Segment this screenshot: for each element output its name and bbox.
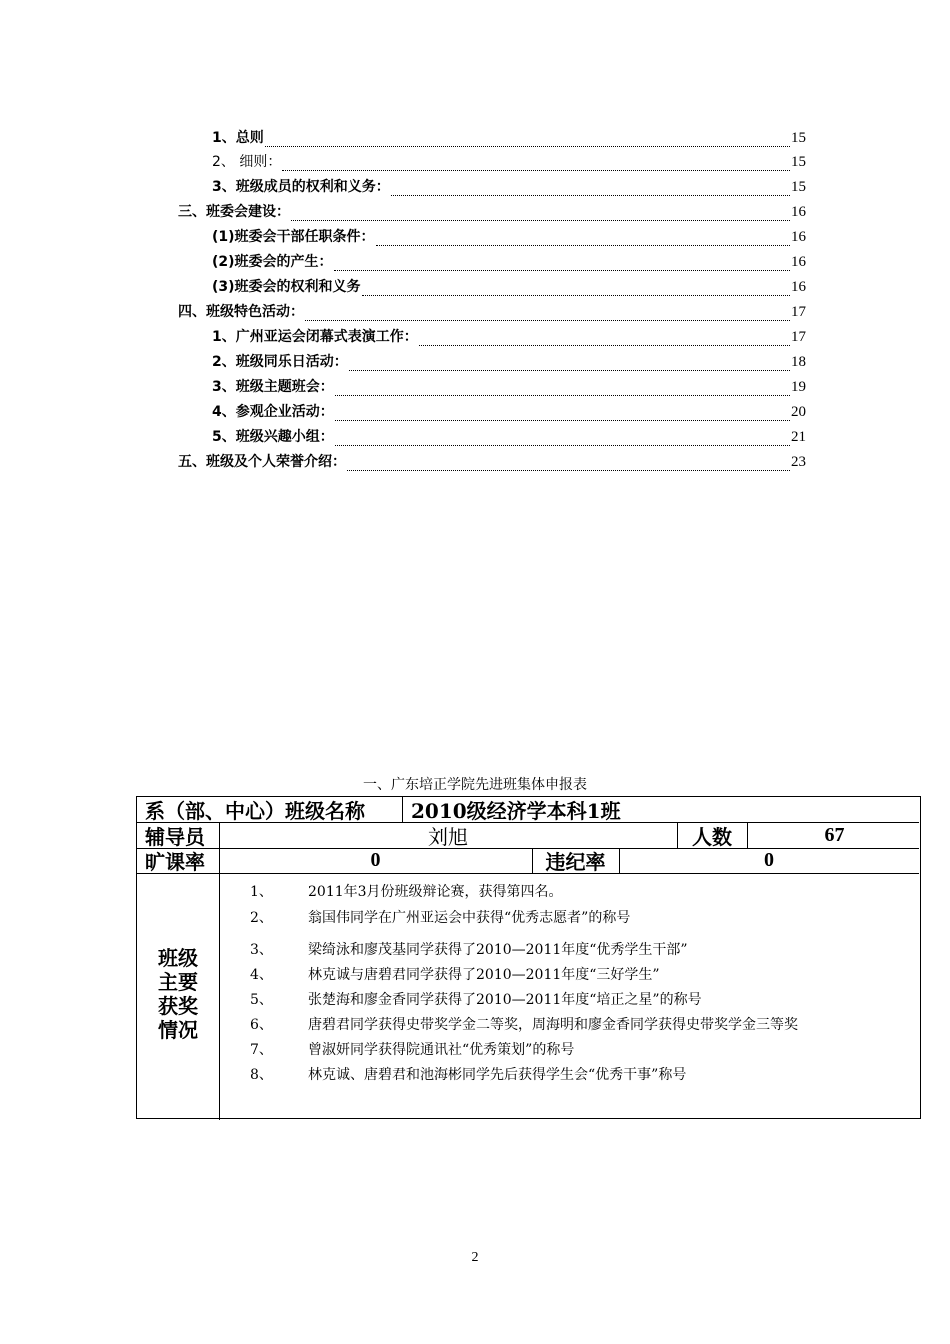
toc-entry-title: (3)班委会的权利和义务 (212, 279, 361, 295)
list-item: 7、 曾淑妍同学获得院通讯社“优秀策划”的称号 (250, 1042, 575, 1058)
toc-entry-page: 16 (791, 279, 806, 295)
toc-entry[interactable] (178, 302, 806, 322)
toc-entry[interactable] (212, 402, 806, 422)
violation-rate-label: 违纪率 (545, 850, 606, 874)
toc-entry[interactable] (212, 227, 806, 247)
toc-entry[interactable] (212, 327, 806, 347)
toc-entry-page: 21 (791, 429, 806, 445)
toc-entry-page: 17 (791, 304, 806, 320)
toc-entry[interactable] (212, 377, 806, 397)
toc-entry[interactable] (212, 152, 806, 172)
toc-leader (349, 358, 790, 371)
row-divider (137, 873, 919, 874)
list-item: 8、 林克诚、唐碧君和池海彬同学先后获得学生会“优秀干事”称号 (250, 1067, 687, 1083)
toc-entry-title: 1、广州亚运会闭幕式表演工作： (212, 329, 418, 345)
list-item: 4、 林克诚与唐碧君同学获得了2010—2011年度“三好学生” (250, 967, 660, 983)
toc-leader (282, 158, 790, 171)
toc-leader (419, 333, 790, 346)
toc-entry-page: 15 (791, 154, 806, 170)
toc-entry[interactable] (212, 277, 806, 297)
toc-entry-title: (2)班委会的产生： (212, 254, 333, 270)
toc-entry-page: 16 (791, 254, 806, 270)
toc-entry-title: 3、班级主题班会： (212, 379, 334, 395)
toc-leader (335, 383, 790, 396)
toc-entry-page: 18 (791, 354, 806, 370)
list-item: 6、 唐碧君同学获得史带奖学金二等奖，周海明和廖金香同学获得史带奖学金三等奖 (250, 1017, 798, 1033)
counselor-value[interactable]: 刘旭 (428, 824, 468, 849)
toc-entry-page: 16 (791, 204, 806, 220)
toc-entry-page: 17 (791, 329, 806, 345)
toc-leader (347, 458, 790, 471)
toc-entry-page: 23 (791, 454, 806, 470)
toc-leader (335, 433, 790, 446)
toc-entry-title: 3、班级成员的权利和义务： (212, 179, 390, 195)
list-item: 2、 翁国伟同学在广州亚运会中获得“优秀志愿者”的称号 (250, 910, 631, 926)
toc-leader (334, 258, 790, 271)
toc-entry-title: 5、班级兴趣小组： (212, 429, 334, 445)
toc-entry-title: 四、班级特色活动： (178, 304, 304, 320)
toc-entry[interactable] (212, 177, 806, 197)
absence-rate-value[interactable]: 0 (370, 849, 381, 871)
toc-entry-title: 2、 细则： (212, 154, 282, 170)
page-number: 2 (471, 1250, 479, 1265)
toc-entry-title: 2、班级同乐日活动： (212, 354, 348, 370)
col-divider (402, 797, 403, 822)
form-title: 一、广东培正学院先进班集体申报表 (363, 777, 587, 793)
toc-entry-page: 15 (791, 130, 806, 146)
class-name-value[interactable]: 2010级经济学本科1班 (411, 799, 621, 823)
toc-entry-page: 19 (791, 379, 806, 395)
class-name-label: 系（部、中心）班级名称 (145, 799, 365, 823)
toc-entry[interactable] (212, 252, 806, 272)
list-item: 3、 梁绮泳和廖茂基同学获得了2010—2011年度“优秀学生干部” (250, 942, 688, 958)
toc-entry-title: 1、总则 (212, 130, 264, 146)
counselor-label: 辅导员 (145, 824, 205, 849)
toc-leader (291, 208, 790, 221)
toc-entry[interactable] (178, 452, 806, 472)
toc-leader (376, 233, 790, 246)
toc-entry-page: 16 (791, 229, 806, 245)
toc-entry[interactable] (178, 202, 806, 222)
headcount-value[interactable]: 67 (824, 823, 845, 846)
toc-entry[interactable] (212, 128, 806, 148)
toc-leader (362, 283, 790, 296)
absence-rate-label: 旷课率 (145, 850, 205, 874)
toc-entry-page: 15 (791, 179, 806, 195)
toc-leader (265, 134, 790, 147)
toc-entry-title: (1)班委会干部任职条件： (212, 229, 375, 245)
list-item: 1、 2011年3月份班级辩论赛，获得第四名。 (250, 884, 563, 900)
violation-rate-value[interactable]: 0 (764, 849, 774, 871)
toc-entry-page: 20 (791, 404, 806, 420)
toc-leader (305, 308, 790, 321)
headcount-label: 人数 (692, 824, 732, 849)
awards-label: 班级 主要 获奖 情况 (158, 946, 198, 1042)
toc-entry[interactable] (212, 352, 806, 372)
list-item: 5、 张楚海和廖金香同学获得了2010—2011年度“培正之星”的称号 (250, 992, 702, 1008)
toc-entry-title: 三、班委会建设： (178, 204, 290, 220)
toc-leader (335, 408, 790, 421)
toc-entry-title: 4、参观企业活动： (212, 404, 334, 420)
toc-leader (391, 183, 790, 196)
toc-entry-title: 五、班级及个人荣誉介绍： (178, 454, 346, 470)
toc-entry[interactable] (212, 427, 806, 447)
